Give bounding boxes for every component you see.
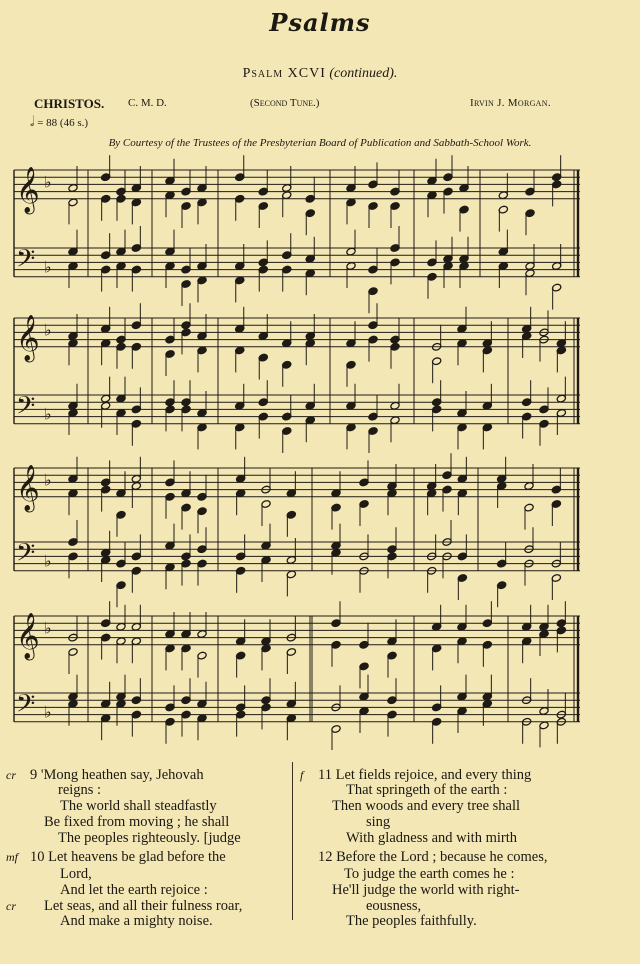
composer: Irvin J. Morgan.: [470, 97, 551, 109]
dynamic-mark: cr: [6, 768, 16, 782]
verse-line: With gladness and with mirth: [346, 830, 517, 846]
flat-sign-icon: ♭: [44, 551, 52, 571]
verse-line: Then woods and every tree shall: [332, 798, 521, 814]
tune-meter: C. M. D.: [128, 97, 167, 109]
verse-line: The world shall steadfastly: [60, 798, 217, 814]
dynamic-mark: f: [300, 768, 304, 782]
flat-sign-icon: ♭: [44, 320, 52, 340]
verse-line: Be fixed from moving ; he shall: [44, 814, 230, 830]
flat-sign-icon: ♭: [44, 404, 52, 424]
verse-line: And let the earth rejoice :: [60, 882, 208, 898]
verse-line: 9 'Mong heathen say, Jehovah: [30, 767, 204, 783]
verse-line: The peoples faithfully.: [346, 913, 477, 929]
treble-clef-icon: 𝄞: [16, 166, 40, 213]
verse-line: 12 Before the Lord ; because he comes,: [318, 849, 548, 865]
verse-line: He'll judge the world with right-: [332, 882, 520, 898]
flat-sign-icon: ♭: [44, 172, 52, 192]
verse-line: sing: [366, 814, 391, 830]
page-title: Psalms: [269, 8, 371, 37]
flat-sign-icon: ♭: [44, 470, 52, 490]
tune-number: (Second Tune.): [250, 97, 320, 109]
treble-clef-icon: 𝄞: [16, 314, 40, 361]
verse-line: And make a mighty noise.: [60, 913, 213, 929]
verse-line: That springeth of the earth :: [346, 782, 508, 798]
flat-sign-icon: ♭: [44, 702, 52, 722]
psalm-number: Psalm XCVI: [242, 66, 326, 81]
bass-clef-icon: 𝄢: [16, 538, 36, 574]
dynamic-mark: cr: [6, 899, 16, 913]
bass-clef-icon: 𝄢: [16, 244, 36, 280]
verse-line: 11 Let fields rejoice, and every thing: [318, 767, 532, 783]
verse-line: Lord,: [60, 866, 92, 882]
treble-clef-icon: 𝄞: [16, 612, 40, 659]
bass-clef-icon: 𝄢: [16, 391, 36, 427]
verse-line: reigns :: [58, 782, 102, 798]
dynamic-mark: mf: [6, 850, 18, 864]
tempo-marking: [30, 115, 88, 131]
tune-name: CHRISTOS.: [34, 96, 105, 111]
music-score: [0, 150, 640, 750]
half-note-icon: 𝅗𝅥: [30, 115, 35, 130]
bass-clef-icon: 𝄢: [16, 689, 36, 725]
verse-line: 10 Let heavens be glad before the: [30, 849, 226, 865]
flat-sign-icon: ♭: [44, 618, 52, 638]
psalm-continued: (continued).: [329, 66, 398, 81]
verse-line: The peoples righteously. [judge: [58, 830, 241, 846]
column-divider: [292, 762, 293, 920]
verse-line: To judge the earth comes he :: [344, 866, 515, 882]
treble-clef-icon: 𝄞: [16, 464, 40, 511]
verse-line: eousness,: [366, 898, 422, 914]
verse-line: Let seas, and all their fulness roar,: [44, 898, 243, 914]
psalm-heading: [0, 66, 640, 82]
tempo-text: = 88 (46 s.): [37, 117, 89, 129]
flat-sign-icon: ♭: [44, 257, 52, 277]
courtesy-line: By Courtesy of the Trustees of the Presbyterian Board of Publication and Sabbath-School Work.: [108, 137, 532, 149]
